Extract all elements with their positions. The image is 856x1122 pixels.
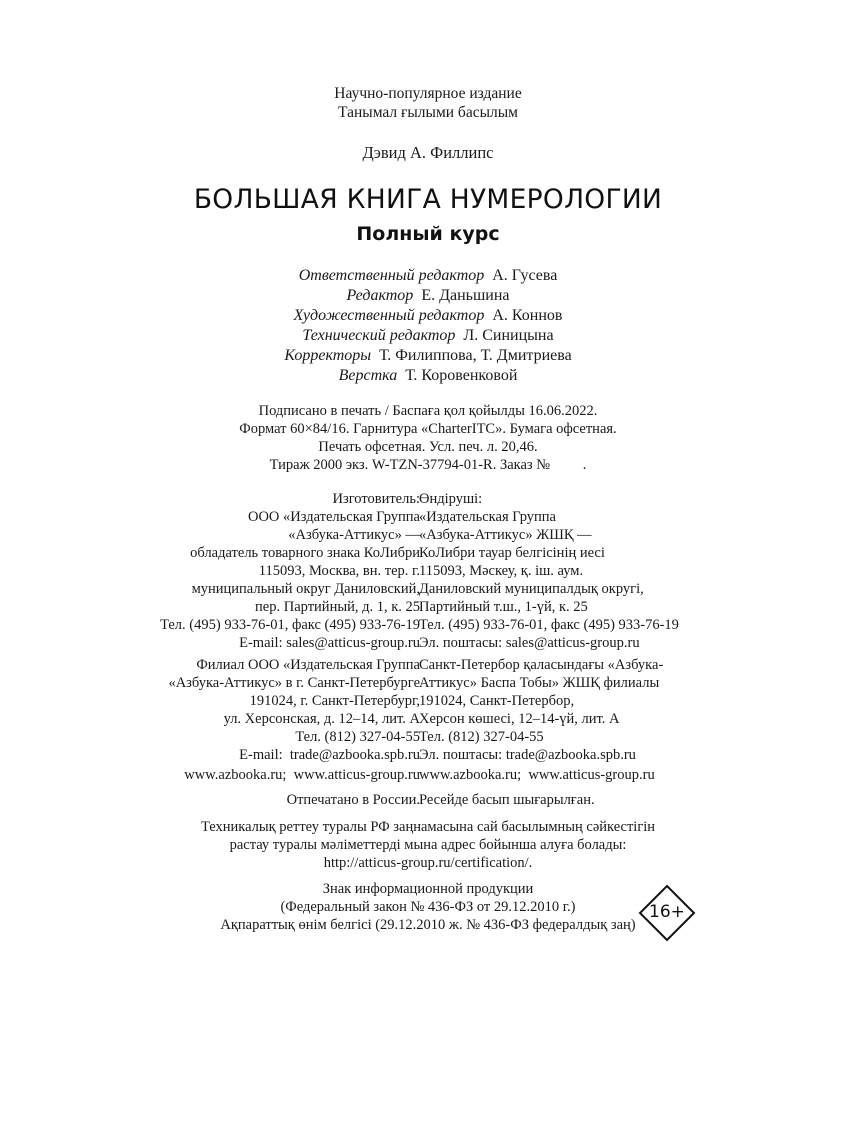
info-sign: Знак информационной продукции (Федеральный закон № 436-ФЗ от 29.12.2010 г.) Ақпараттық өнім белгісі (29.12.2010 ж. № 436-ФЗ федералдық заң) bbox=[220, 881, 636, 933]
websites-ru: www.azbooka.ru; www.atticus-group.ru bbox=[184, 767, 420, 783]
credits-list bbox=[0, 266, 856, 386]
manufacturer-kz: Өндіруші: «Издательская Группа «Азбука-Аттикус» ЖШҚ — КоЛибри тауар белгісінің иесі 115093, Мәскеу, қ. іш. аум. Даниловский муниципалдық округі, Партийный т.ш., 1-үй, к. 25 Тел. (495) 933-76-01, факс (495) 933-76-19 Эл. поштасы: sales@atticus-group.ru bbox=[419, 491, 679, 651]
print-details bbox=[0, 402, 856, 474]
branch-kz: Санкт-Петербор қаласындағы «Азбука- Аттикус» Баспа Тобы» ЖШҚ филиалы 191024, Санкт-Петербор, Херсон көшесі, 12–14-үй, лит. А Тел. (812) 327-04-55 Эл. поштасы: trade@azbooka.spb.ru bbox=[419, 657, 664, 763]
book-subtitle: Полный курс bbox=[356, 223, 500, 245]
credit-line: Художественный редактор А. Коннов bbox=[293, 307, 563, 324]
tech-regulation: Техникалық реттеу туралы РФ заңнамасына сай басылымның сәйкестігін растау туралы мәліметтерді мына адрес бойынша алуға болады: http://atticus-group.ru/certification/. bbox=[200, 819, 656, 871]
imprint-line: Формат 60×84/16. Гарнитура «CharterITC». Бумага офсетная. bbox=[239, 421, 617, 437]
imprint-line: Подписано в печать / Баспаға қол қойылды 16.06.2022. bbox=[258, 403, 598, 419]
edition-ru: Научно-популярное издание bbox=[334, 85, 522, 102]
printed-kz: Ресейде басып шығарылған. bbox=[419, 792, 595, 808]
credit-line: Верстка Т. Коровенковой bbox=[338, 367, 518, 384]
credit-line: Редактор Е. Даньшина bbox=[346, 287, 510, 304]
age-rating-badge bbox=[638, 884, 696, 942]
edition-type bbox=[0, 84, 856, 122]
age-rating-label: 16+ bbox=[649, 902, 685, 922]
book-title: БОЛЬШАЯ КНИГА НУМЕРОЛОГИИ bbox=[193, 184, 663, 215]
imprint-line: Печать офсетная. Усл. печ. л. 20,46. bbox=[318, 439, 538, 455]
imprint-line: Тираж 2000 экз. W-TZN-37794-01-R. Заказ № . bbox=[269, 457, 587, 473]
edition-kz: Танымал ғылыми басылым bbox=[338, 104, 518, 121]
manufacturer-ru: Изготовитель: ООО «Издательская Группа «Азбука-Аттикус» — обладатель товарного знака КоЛибри 115093, Москва, вн. тер. г. муниципальный округ Даниловский, пер. Партийный, д. 1, к. 25 Тел. (495) 933-76-01, факс (495) 933-76-19 E-mail: sales@atticus-group.ru bbox=[160, 491, 420, 651]
credit-line: Технический редактор Л. Синицына bbox=[302, 327, 554, 344]
credit-line: Ответственный редактор А. Гусева bbox=[298, 267, 558, 284]
branch-ru: Филиал ООО «Издательская Группа «Азбука-Аттикус» в г. Санкт-Петербурге 191024, г. Санкт-Петербург, ул. Херсонская, д. 12–14, лит. А Тел. (812) 327-04-55 E-mail: trade@azbooka.spb.ru bbox=[168, 657, 420, 763]
author-name: Дэвид А. Филлипс bbox=[362, 143, 494, 162]
printed-ru: Отпечатано в России. bbox=[286, 792, 420, 808]
websites-kz: www.azbooka.ru; www.atticus-group.ru bbox=[419, 767, 655, 783]
credit-line: Корректоры Т. Филиппова, Т. Дмитриева bbox=[284, 347, 572, 364]
